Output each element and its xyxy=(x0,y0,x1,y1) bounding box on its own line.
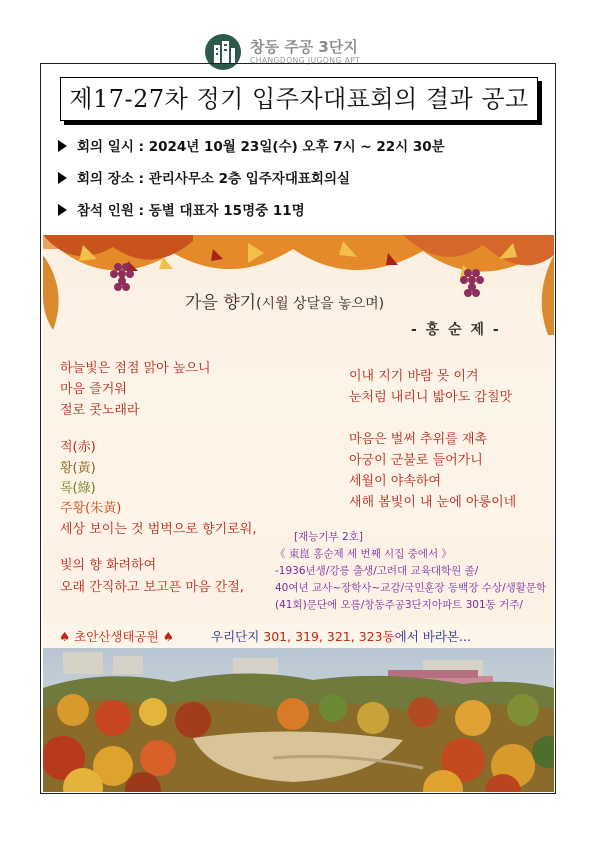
poem-line: 세상 보이는 것 범벅으로 향기로워, xyxy=(60,522,257,537)
bullet-triangle-icon xyxy=(58,204,67,216)
poem-color-red: 적(赤) xyxy=(60,440,96,455)
view-caption-prefix: 우리단지 xyxy=(211,629,264,644)
poem-title xyxy=(185,288,384,313)
poem-line: 눈처럼 내리니 밟아도 감칠맛 xyxy=(349,390,513,405)
info-label: 회의 장소 xyxy=(77,171,134,187)
park-caption: ♠ 초안산생태공원 ♠ xyxy=(59,629,174,644)
poem-color-orange: 주황(朱黃) xyxy=(60,501,122,516)
poem-title-sub: (시월 상달을 놓으며) xyxy=(256,296,385,312)
author-bio-line: -1936년생/강릉 출생/고려대 교육대학원 졸/ xyxy=(275,565,479,577)
view-caption xyxy=(211,627,471,645)
talent-donation-label: [재능기부 2호] xyxy=(294,531,363,543)
info-label: 참석 인원 xyxy=(77,203,134,219)
poem-line: 오래 간직하고 보고픈 마음 간절, xyxy=(60,580,244,595)
info-value: 관리사무소 2층 입주자대표회의실 xyxy=(148,171,351,187)
notice-title: 제17-27차 정기 입주자대표회의 결과 공고 xyxy=(60,77,538,121)
info-meeting-datetime: 회의 일시 : 2024년 10월 23일(수) 오후 7시 ~ 22시 30분 xyxy=(58,135,445,155)
poem-line: 절로 콧노래라 xyxy=(60,403,140,418)
view-caption-buildings: 301, 319, 321, 323동 xyxy=(263,629,395,644)
poetry-source: 《 東崑 홍순제 세 번째 시집 중에서 》 xyxy=(275,548,452,560)
info-attendance: 참석 인원 : 동별 대표자 15명중 11명 xyxy=(58,199,305,219)
poem-color-yellow: 황(黃) xyxy=(60,461,96,476)
info-meeting-place: 회의 장소 : 관리사무소 2층 입주자대표회의실 xyxy=(58,167,350,187)
info-value: 동별 대표자 15명중 11명 xyxy=(148,203,305,219)
logo-name: 창동 주공 3단지 xyxy=(250,38,358,56)
poem-line: 이내 지기 바람 못 이겨 xyxy=(349,369,479,384)
author-bio-line: (41회)문단에 오름/창동주공3단지아파트 301동 거주/ xyxy=(275,599,523,611)
bullet-triangle-icon xyxy=(58,140,67,152)
info-value: 2024년 10월 23일(수) 오후 7시 ~ 22시 30분 xyxy=(148,139,445,155)
view-caption-suffix: 에서 바라본... xyxy=(394,629,471,644)
poem-line: 아궁이 군불로 들어가니 xyxy=(349,453,483,468)
poem-color-green: 록(綠) xyxy=(60,481,96,496)
poem-author: - 홍 순 제 - xyxy=(411,322,501,338)
poem-line: 하늘빛은 점점 맑아 높으니 xyxy=(60,361,211,376)
poem-line: 빛의 향 화려하여 xyxy=(60,558,157,573)
author-bio-line: 40여년 교사~장학사~교감/국민훈장 동백장 수상/생활문학 xyxy=(275,582,547,594)
bullet-triangle-icon xyxy=(58,172,67,184)
poem-line: 세월이 야속하여 xyxy=(349,474,442,489)
logo-subtitle: CHANGDONG JUGONG APT xyxy=(250,56,361,65)
poem-line: 마음은 벌써 추위를 재촉 xyxy=(349,432,487,447)
park-photo xyxy=(43,648,554,792)
poem-line: 새해 봄빛이 내 눈에 아롱이네 xyxy=(349,495,517,510)
info-label: 회의 일시 xyxy=(77,139,134,155)
poem-line: 마음 즐거워 xyxy=(60,382,127,397)
poem-title-main: 가을 향기 xyxy=(185,293,257,313)
